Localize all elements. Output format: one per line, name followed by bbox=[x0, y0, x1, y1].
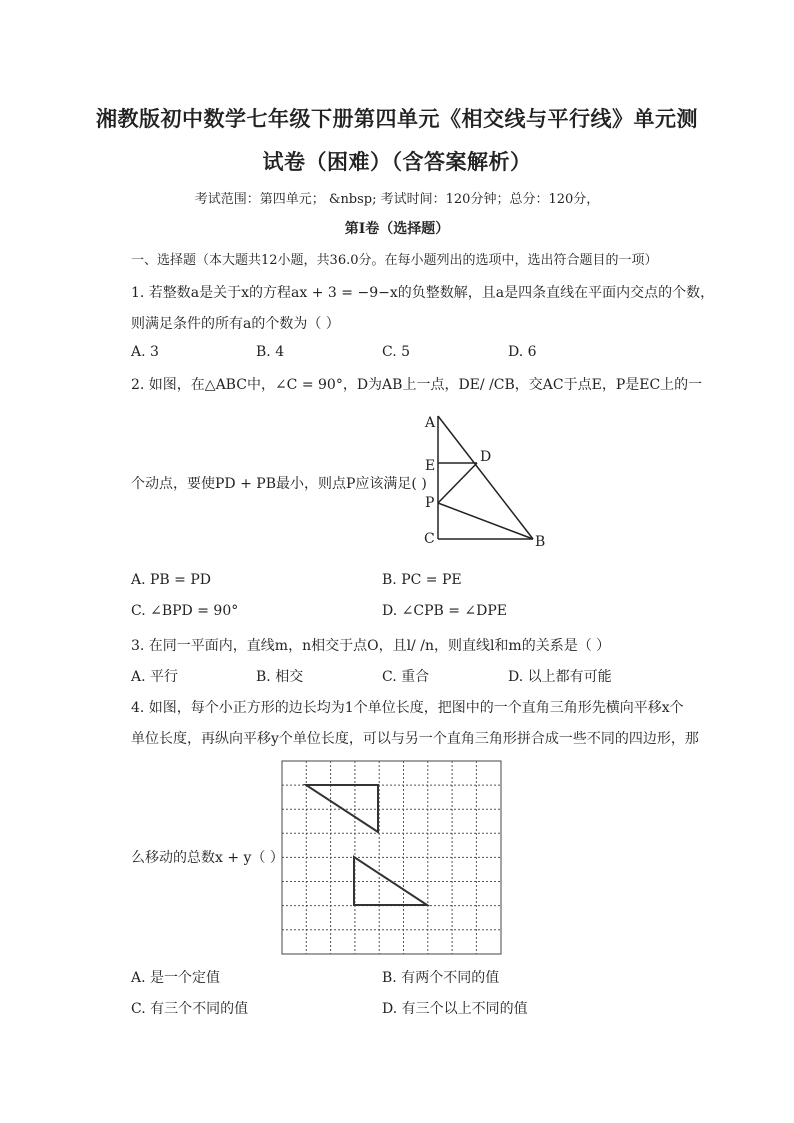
triangle-figure bbox=[418, 408, 558, 548]
q4-option-d[interactable]: D. 有三个以上不同的值 bbox=[382, 1001, 528, 1017]
grid-figure bbox=[281, 760, 503, 956]
q2-option-c[interactable]: C. ∠BPD = 90° bbox=[131, 603, 239, 619]
q4-option-b[interactable]: B. 有两个不同的值 bbox=[382, 970, 500, 986]
section-title: 第I卷（选择题） bbox=[344, 221, 450, 237]
q4-line1: 4. 如图，每个小正方形的边长均为1个单位长度，把图中的一个直角三角形先横向平移x个 bbox=[131, 700, 684, 716]
q4-option-c[interactable]: C. 有三个不同的值 bbox=[131, 1001, 249, 1017]
q1-option-c[interactable]: C. 5 bbox=[382, 344, 411, 360]
q4-line3: 么移动的总数x + y（ ） bbox=[131, 850, 284, 866]
q1-line2: 则满足条件的所有a的个数为（ ） bbox=[131, 316, 340, 332]
lower-right-triangle bbox=[354, 857, 427, 905]
q2-line1: 2. 如图，在△ABC中，∠C = 90°，D为AB上一点，DE/ /CB，交AC于点E，P是EC上的一 bbox=[131, 377, 703, 393]
q3-option-a[interactable]: A. 平行 bbox=[131, 669, 179, 685]
document-title-line1: 湘教版初中数学七年级下册第四单元《相交线与平行线》单元测 bbox=[96, 106, 698, 131]
label-b: B bbox=[535, 534, 546, 548]
q3-option-b[interactable]: B. 相交 bbox=[256, 669, 304, 685]
label-p: P bbox=[425, 495, 435, 511]
label-d: D bbox=[480, 449, 492, 465]
label-e: E bbox=[425, 458, 436, 474]
label-c: C bbox=[424, 531, 435, 547]
q2-option-d[interactable]: D. ∠CPB = ∠DPE bbox=[382, 603, 508, 619]
q3-option-c[interactable]: C. 重合 bbox=[382, 669, 430, 685]
section-header: 一、选择题（本大题共12小题，共36.0分。在每小题列出的选项中，选出符合题目的一项） bbox=[131, 253, 658, 268]
q1-option-a[interactable]: A. 3 bbox=[131, 344, 159, 360]
document-title-line2: 试卷（困难）（含答案解析） bbox=[262, 149, 532, 174]
q4-line2: 单位长度，再纵向平移y个单位长度，可以与另一个直角三角形拼合成一些不同的四边形，那 bbox=[131, 731, 699, 747]
q2-option-a[interactable]: A. PB = PD bbox=[131, 572, 211, 588]
upper-right-triangle bbox=[306, 785, 378, 832]
q1-line1: 1. 若整数a是关于x的方程ax + 3 = −9−x的负整数解，且a是四条直线在平面内交点的个数， bbox=[131, 285, 715, 301]
q4-option-a[interactable]: A. 是一个定值 bbox=[131, 970, 221, 986]
label-a: A bbox=[425, 415, 436, 431]
q1-option-b[interactable]: B. 4 bbox=[256, 344, 285, 360]
q2-option-b[interactable]: B. PC = PE bbox=[382, 572, 462, 588]
q3-option-d[interactable]: D. 以上都有可能 bbox=[508, 669, 612, 685]
q3-line1: 3. 在同一平面内，直线m，n相交于点O，且l/ /n，则直线l和m的关系是（ ） bbox=[131, 638, 611, 654]
q2-line2: 个动点，要使PD + PB最小，则点P应该满足( ) bbox=[131, 476, 427, 492]
q1-option-d[interactable]: D. 6 bbox=[508, 344, 537, 360]
exam-info: 考试范围：第四单元； &nbsp; 考试时间：120分钟；总分：120分， bbox=[194, 192, 600, 207]
